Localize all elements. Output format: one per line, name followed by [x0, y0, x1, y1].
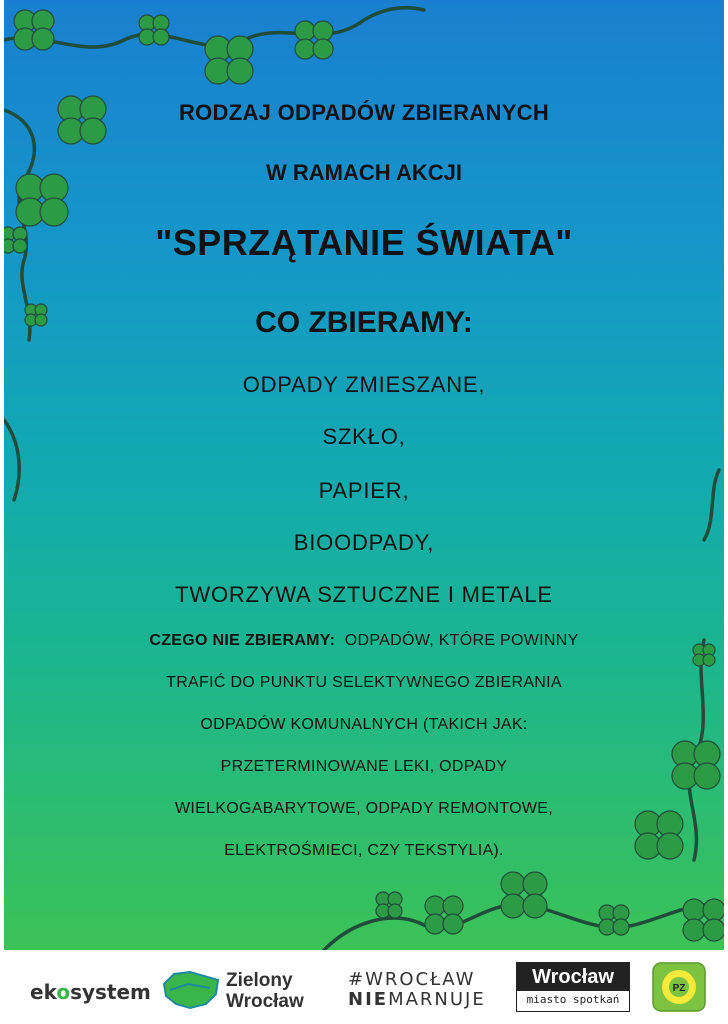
not-collected-line: ODPADÓW KOMUNALNYCH (TAKICH JAK:	[200, 716, 528, 733]
ekosystem-text: system	[70, 980, 151, 1004]
hashtag-logo	[348, 970, 486, 1010]
pz-badge-label: PZ	[672, 983, 686, 994]
hashtag-marnuje: MARNUJE	[388, 989, 486, 1010]
poster	[4, 0, 724, 950]
event-name: "SPRZĄTANIE ŚWIATA"	[155, 222, 573, 263]
collect-heading: CO ZBIERAMY:	[255, 306, 473, 339]
not-collected-text: ODPADÓW, KTÓRE POWINNY	[344, 632, 579, 649]
wroclaw-title: Wrocław	[517, 963, 629, 991]
title-line-2: W RAMACH AKCJI	[266, 160, 462, 185]
collect-item: SZKŁO,	[322, 424, 406, 449]
hashtag-line-1: #WROCŁAW	[348, 969, 476, 990]
not-collected-line	[104, 620, 624, 662]
collect-item: ODPADY ZMIESZANE,	[242, 372, 486, 397]
wroclaw-city-logo	[516, 962, 630, 1012]
wroclaw-subtitle: miasto spotkań	[526, 993, 620, 1006]
green-map-icon	[160, 966, 222, 1012]
not-collected-label: CZEGO NIE ZBIERAMY:	[149, 632, 336, 649]
hashtag-nie: NIE	[348, 989, 389, 1010]
collect-item: BIOODPADY,	[293, 530, 435, 555]
hashtag-line-2	[348, 990, 486, 1010]
pz-badge-icon	[652, 962, 706, 1012]
wroclaw-line: Wrocław	[226, 991, 304, 1012]
collect-item: TWORZYWA SZTUCZNE I METALE	[175, 582, 553, 607]
not-collected-line: TRAFIĆ DO PUNKTU SELEKTYWNEGO ZBIERANIA	[166, 674, 562, 691]
title-line-1: RODZAJ ODPADÓW ZBIERANYCH	[178, 100, 550, 125]
sponsor-logos	[0, 950, 728, 1024]
ekosystem-logo	[30, 980, 151, 1004]
not-collected-section	[104, 620, 624, 872]
not-collected-line: ELEKTROŚMIECI, CZY TEKSTYLIA).	[224, 842, 504, 859]
not-collected-line: WIELKOGABARYTOWE, ODPADY REMONTOWE,	[175, 800, 553, 817]
collect-item: PAPIER,	[318, 478, 410, 503]
not-collected-line: PRZETERMINOWANE LEKI, ODPADY	[220, 758, 508, 775]
ekosystem-o: o	[56, 980, 71, 1004]
zielony-wroclaw-logo	[160, 966, 330, 1012]
ekosystem-text: ek	[30, 980, 57, 1004]
zielony-line: Zielony	[226, 970, 293, 991]
